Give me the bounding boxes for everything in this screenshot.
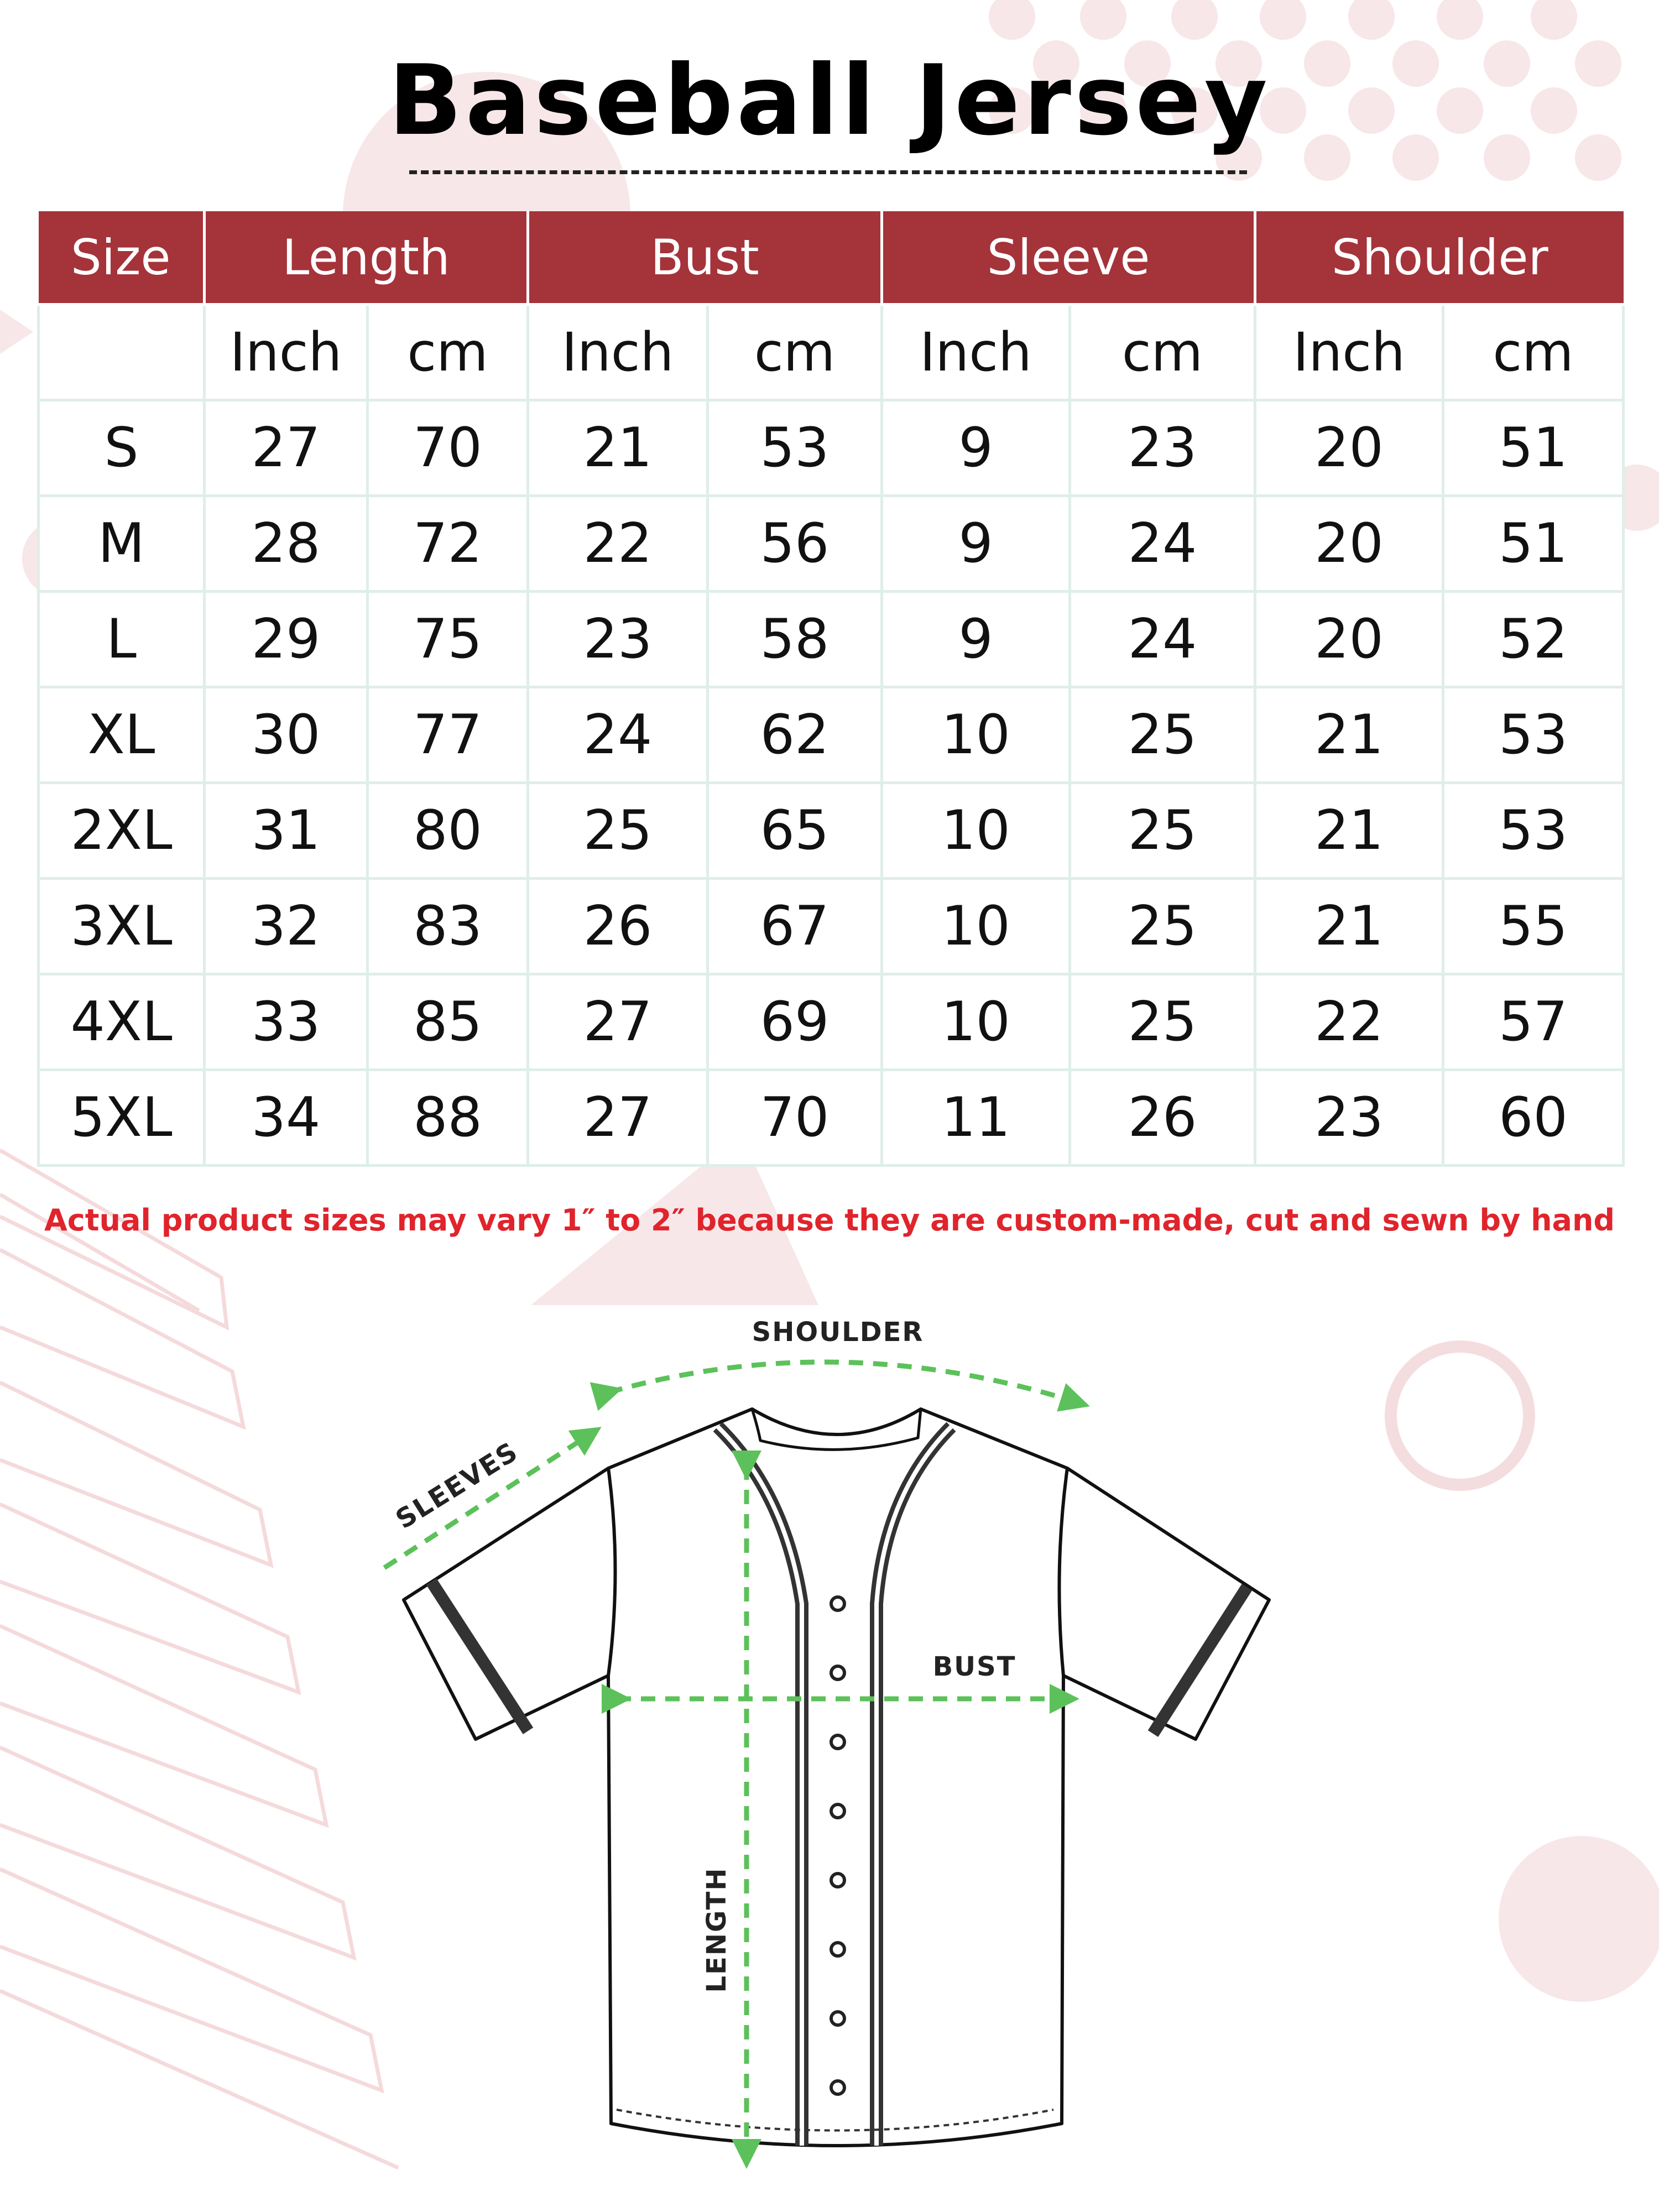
value-cell: 23 [1070, 400, 1255, 496]
size-cell: 4XL [39, 974, 205, 1070]
size-cell: L [39, 592, 205, 687]
jersey-outline [404, 1409, 1269, 2146]
value-cell: 58 [708, 592, 882, 687]
value-cell: 70 [368, 400, 528, 496]
size-cell: 3XL [39, 879, 205, 974]
value-cell: 56 [708, 496, 882, 592]
value-cell: 21 [1255, 687, 1443, 783]
value-cell: 21 [1255, 879, 1443, 974]
value-cell: 25 [528, 783, 708, 879]
value-cell: 69 [708, 974, 882, 1070]
unit-header: cm [708, 305, 882, 400]
value-cell: 80 [368, 783, 528, 879]
value-cell: 24 [1070, 592, 1255, 687]
value-cell: 22 [1255, 974, 1443, 1070]
value-cell: 23 [1255, 1070, 1443, 1166]
value-cell: 28 [205, 496, 368, 592]
value-cell: 62 [708, 687, 882, 783]
value-cell: 27 [528, 1070, 708, 1166]
unit-header: cm [1070, 305, 1255, 400]
value-cell: 25 [1070, 879, 1255, 974]
value-cell: 11 [882, 1070, 1070, 1166]
size-disclaimer: Actual product sizes may vary 1″ to 2″ because they are custom-made, cut and sewn by hand [44, 1203, 1615, 1238]
value-cell: 20 [1255, 592, 1443, 687]
value-cell: 72 [368, 496, 528, 592]
value-cell: 67 [708, 879, 882, 974]
unit-header: Inch [1255, 305, 1443, 400]
header-size: Size [39, 211, 205, 305]
unit-header: Inch [528, 305, 708, 400]
value-cell: 77 [368, 687, 528, 783]
header-length: Length [205, 211, 528, 305]
value-cell: 22 [528, 496, 708, 592]
value-cell: 10 [882, 974, 1070, 1070]
value-cell: 20 [1255, 400, 1443, 496]
bust-label: BUST [932, 1651, 1016, 1682]
page-title: Baseball Jersey [388, 45, 1271, 157]
value-cell: 52 [1443, 592, 1624, 687]
value-cell: 20 [1255, 496, 1443, 592]
size-cell: M [39, 496, 205, 592]
size-cell: 5XL [39, 1070, 205, 1166]
value-cell: 75 [368, 592, 528, 687]
value-cell: 21 [1255, 783, 1443, 879]
value-cell: 65 [708, 783, 882, 879]
value-cell: 26 [528, 879, 708, 974]
value-cell: 23 [528, 592, 708, 687]
value-cell: 27 [528, 974, 708, 1070]
value-cell: 83 [368, 879, 528, 974]
value-cell: 32 [205, 879, 368, 974]
value-cell: 25 [1070, 783, 1255, 879]
value-cell: 29 [205, 592, 368, 687]
value-cell: 60 [1443, 1070, 1624, 1166]
value-cell: 53 [1443, 687, 1624, 783]
value-cell: 57 [1443, 974, 1624, 1070]
shoulder-label: SHOULDER [752, 1317, 924, 1348]
value-cell: 51 [1443, 400, 1624, 496]
value-cell: 85 [368, 974, 528, 1070]
header-shoulder: Shoulder [1255, 211, 1624, 305]
value-cell: 53 [1443, 783, 1624, 879]
value-cell: 88 [368, 1070, 528, 1166]
header-bust: Bust [528, 211, 882, 305]
size-cell: S [39, 400, 205, 496]
value-cell: 51 [1443, 496, 1624, 592]
value-cell: 21 [528, 400, 708, 496]
value-cell: 10 [882, 879, 1070, 974]
value-cell: 55 [1443, 879, 1624, 974]
value-cell: 9 [882, 592, 1070, 687]
value-cell: 33 [205, 974, 368, 1070]
value-cell: 25 [1070, 687, 1255, 783]
value-cell: 24 [1070, 496, 1255, 592]
value-cell: 25 [1070, 974, 1255, 1070]
value-cell: 53 [708, 400, 882, 496]
value-cell: 26 [1070, 1070, 1255, 1166]
shoulder-arrow [608, 1362, 1076, 1402]
value-cell: 9 [882, 496, 1070, 592]
unit-header: Inch [882, 305, 1070, 400]
value-cell: 27 [205, 400, 368, 496]
size-cell: 2XL [39, 783, 205, 879]
value-cell: 24 [528, 687, 708, 783]
value-cell: 10 [882, 783, 1070, 879]
unit-header: cm [368, 305, 528, 400]
unit-header: cm [1443, 305, 1624, 400]
unit-header: Inch [205, 305, 368, 400]
value-cell: 70 [708, 1070, 882, 1166]
length-label: LENGTH [701, 1867, 732, 1993]
value-cell: 10 [882, 687, 1070, 783]
sleeves-label: SLEEVES [390, 1436, 524, 1536]
size-cell: XL [39, 687, 205, 783]
value-cell: 9 [882, 400, 1070, 496]
value-cell: 31 [205, 783, 368, 879]
value-cell: 30 [205, 687, 368, 783]
value-cell: 34 [205, 1070, 368, 1166]
header-sleeve: Sleeve [882, 211, 1255, 305]
